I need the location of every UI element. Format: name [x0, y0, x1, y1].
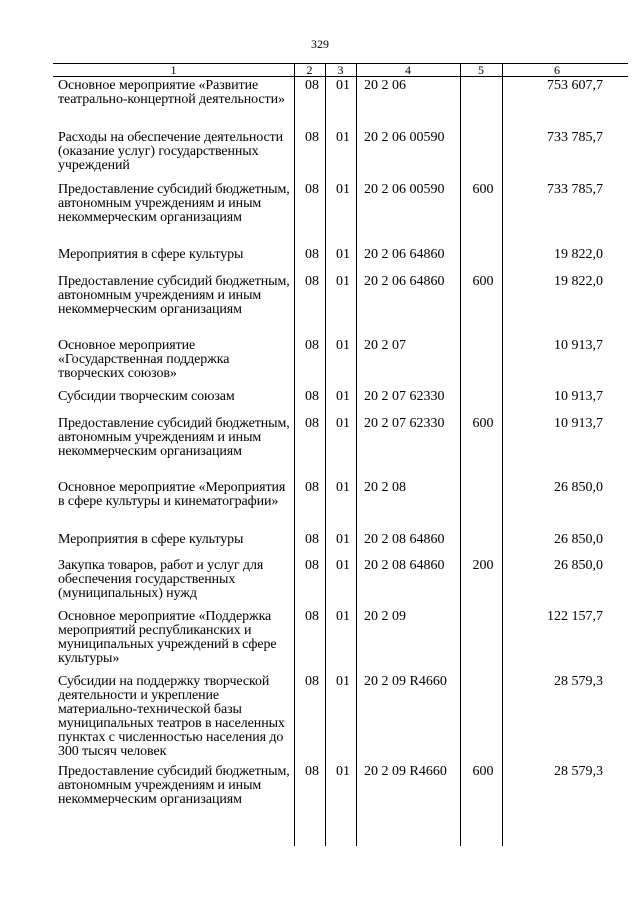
- row-amount: 10 913,7: [554, 389, 603, 404]
- row-target-code: 20 2 08: [364, 480, 406, 495]
- row-target-code: 20 2 08 64860: [364, 558, 445, 573]
- row-section: 08: [305, 182, 319, 197]
- col-divider-4: [460, 63, 461, 846]
- row-name: Основное мероприятие «Мероприятия в сфере культуры и кинематографии»: [58, 480, 286, 509]
- row-section: 08: [305, 764, 319, 779]
- row-section: 08: [305, 338, 319, 353]
- row-target-code: 20 2 08 64860: [364, 532, 445, 547]
- col-divider-3: [356, 63, 357, 846]
- row-name: Закупка товаров, работ и услуг для обеспечения государственных (муниципальных) нужд: [58, 558, 264, 601]
- budget-table: [53, 63, 628, 846]
- row-amount: 122 157,7: [547, 609, 603, 624]
- row-amount: 733 785,7: [547, 182, 603, 197]
- col-divider-2: [325, 63, 326, 846]
- row-section: 08: [305, 532, 319, 547]
- row-amount: 10 913,7: [554, 338, 603, 353]
- row-section: 08: [305, 389, 319, 404]
- row-target-code: 20 2 06 00590: [364, 182, 445, 197]
- row-subsection: 01: [336, 558, 350, 573]
- row-subsection: 01: [336, 274, 350, 289]
- page-number: 329: [311, 37, 329, 51]
- row-expense-type: 200: [472, 558, 494, 573]
- row-subsection: 01: [336, 130, 350, 145]
- row-amount: 733 785,7: [547, 130, 603, 145]
- row-subsection: 01: [336, 609, 350, 624]
- row-name: Предоставление субсидий бюджетным, автономным учреждениям и иным некоммерческим организациям: [58, 416, 290, 459]
- row-section: 08: [305, 674, 319, 689]
- row-target-code: 20 2 07 62330: [364, 389, 445, 404]
- row-amount: 26 850,0: [554, 532, 603, 547]
- row-expense-type: 600: [472, 764, 494, 779]
- row-name: Предоставление субсидий бюджетным, автономным учреждениям и иным некоммерческим организациям: [58, 274, 290, 317]
- row-subsection: 01: [336, 674, 350, 689]
- row-amount: 28 579,3: [554, 764, 603, 779]
- header-col-1: 1: [170, 63, 177, 77]
- row-subsection: 01: [336, 389, 350, 404]
- row-amount: 10 913,7: [554, 416, 603, 431]
- row-name: Субсидии творческим союзам: [58, 389, 235, 404]
- row-subsection: 01: [336, 247, 350, 262]
- row-name: Основное мероприятие «Развитие театрально-концертной деятельности»: [58, 78, 285, 107]
- row-target-code: 20 2 06 64860: [364, 274, 445, 289]
- row-subsection: 01: [336, 480, 350, 495]
- row-target-code: 20 2 09 R4660: [364, 674, 447, 689]
- header-col-3: 3: [337, 63, 344, 77]
- row-name: Мероприятия в сфере культуры: [58, 532, 244, 547]
- row-amount: 28 579,3: [554, 674, 603, 689]
- row-name: Основное мероприятие «Поддержка мероприятий республиканских и муниципальных учреждений в сфере культуры»: [58, 609, 277, 666]
- row-amount: 19 822,0: [554, 247, 603, 262]
- row-amount: 19 822,0: [554, 274, 603, 289]
- row-subsection: 01: [336, 338, 350, 353]
- header-col-2: 2: [306, 63, 313, 77]
- row-expense-type: 600: [472, 416, 494, 431]
- row-target-code: 20 2 09: [364, 609, 406, 624]
- row-amount: 26 850,0: [554, 480, 603, 495]
- row-section: 08: [305, 274, 319, 289]
- row-target-code: 20 2 07 62330: [364, 416, 445, 431]
- row-subsection: 01: [336, 416, 350, 431]
- col-divider-1: [294, 63, 295, 846]
- row-expense-type: 600: [472, 182, 494, 197]
- row-section: 08: [305, 480, 319, 495]
- row-name: Расходы на обеспечение деятельности (оказание услуг) государственных учреждений: [58, 130, 283, 173]
- header-col-6: 6: [554, 63, 560, 77]
- row-target-code: 20 2 09 R4660: [364, 764, 447, 779]
- row-section: 08: [305, 609, 319, 624]
- row-section: 08: [305, 558, 319, 573]
- col-divider-5: [502, 63, 503, 846]
- row-name: Основное мероприятие «Государственная поддержка творческих союзов»: [58, 338, 230, 381]
- row-target-code: 20 2 06 00590: [364, 130, 445, 145]
- header-col-5: 5: [478, 63, 484, 77]
- row-subsection: 01: [336, 182, 350, 197]
- row-section: 08: [305, 247, 319, 262]
- row-expense-type: 600: [472, 274, 494, 289]
- row-name: Предоставление субсидий бюджетным, автономным учреждениям и иным некоммерческим организациям: [58, 182, 290, 225]
- row-section: 08: [305, 130, 319, 145]
- row-name: Субсидии на поддержку творческой деятельности и укрепление материально-технической базы муниципальных театров в населенных пунктах с численностью населения до 300 тысяч человек: [58, 674, 285, 759]
- row-subsection: 01: [336, 764, 350, 779]
- row-target-code: 20 2 06: [364, 78, 406, 93]
- row-amount: 26 850,0: [554, 558, 603, 573]
- row-section: 08: [305, 416, 319, 431]
- header-col-4: 4: [405, 63, 411, 77]
- row-target-code: 20 2 07: [364, 338, 406, 353]
- row-name: Предоставление субсидий бюджетным, автономным учреждениям и иным некоммерческим организациям: [58, 764, 290, 807]
- row-target-code: 20 2 06 64860: [364, 247, 445, 262]
- row-section: 08: [305, 78, 319, 93]
- row-subsection: 01: [336, 532, 350, 547]
- row-subsection: 01: [336, 78, 350, 93]
- row-amount: 753 607,7: [547, 78, 603, 93]
- row-name: Мероприятия в сфере культуры: [58, 247, 244, 262]
